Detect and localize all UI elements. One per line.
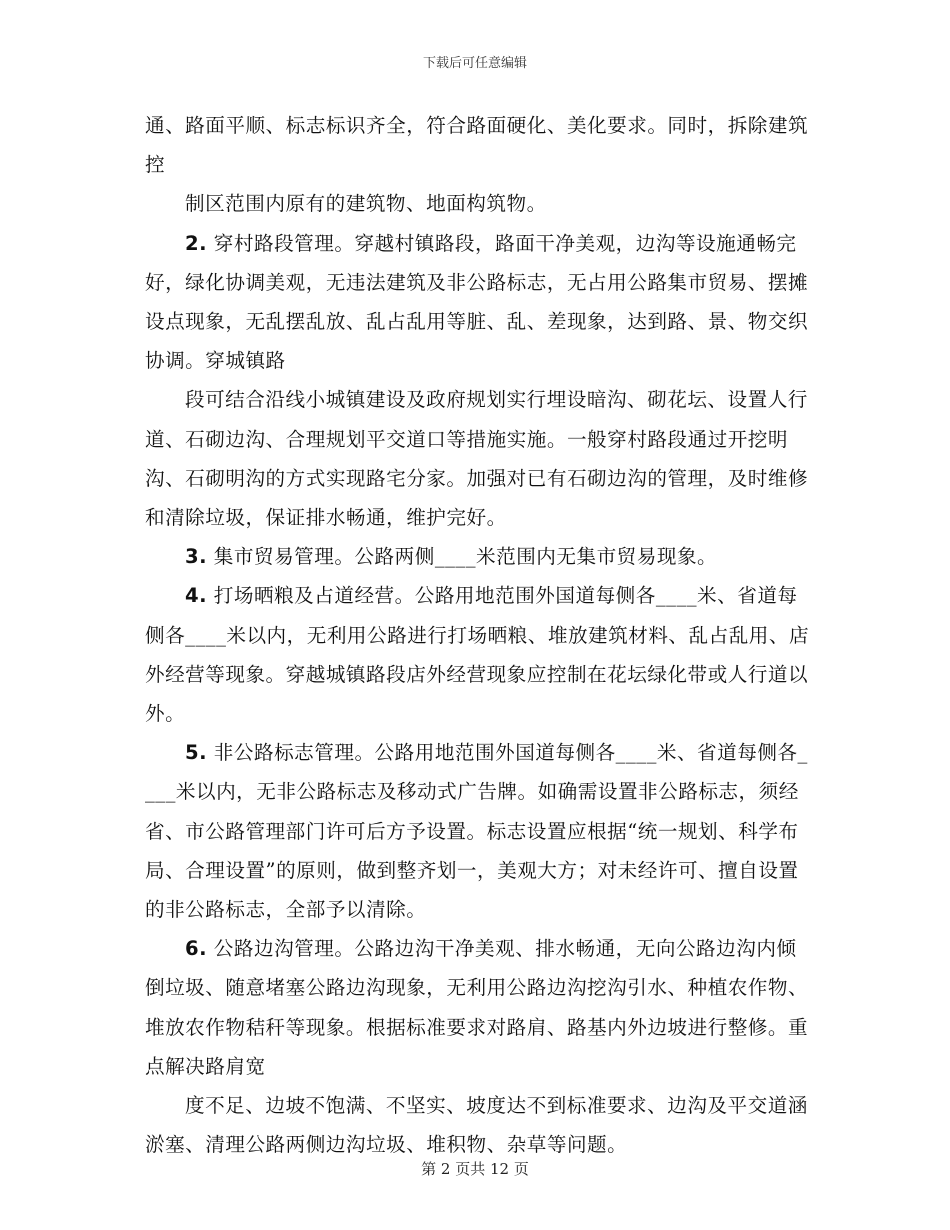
item-number: 5. [185, 741, 208, 765]
paragraph-text: 穿村路段管理。穿越村镇路段，路面干净美观，边沟等设施通畅完好，绿化协调美观，无违法建筑及非公路标志，无占用公路集市贸易、摆摊设点现象，无乱摆乱放、乱占乱用等脏、乱、差现象，达到路、景、物交织协调。穿城镇路 [145, 231, 809, 373]
paragraph-text: 段可结合沿线小城镇建设及政府规划实行埋设暗沟、砌花坛、设置人行道、石砌边沟、合理规划平交道口等措施实施。一般穿村路段通过开挖明沟、石砌明沟的方式实现路宅分家。加强对已有石砌边沟的管理，及时维修和清除垃圾，保证排水畅通，维护完好。 [145, 388, 809, 530]
paragraph [145, 929, 810, 1086]
paragraph [145, 1086, 810, 1164]
item-number: 4. [185, 584, 208, 608]
paragraph-text: 度不足、边坡不饱满、不坚实、坡度达不到标准要求、边沟及平交道涵淤塞、清理公路两侧边沟垃圾、堆积物、杂草等问题。 [145, 1094, 808, 1157]
paragraph [145, 576, 810, 733]
item-number: 3. [185, 545, 208, 569]
paragraph-text: 公路边沟管理。公路边沟干净美观、排水畅通，无向公路边沟内倾倒垃圾、随意堵塞公路边沟现象，无利用公路边沟挖沟引水、种植农作物、堆放农作物秸秆等现象。根据标准要求对路肩、路基内外边坡进行整修。重点解决路肩宽 [145, 937, 809, 1078]
paragraph-text: 非公路标志管理。公路用地范围外国道每侧各____米、省道每侧各____米以内，无非公路标志及移动式广告牌。如确需设置非公路标志，须经省、市公路管理部门许可后方予设置。标志设置应根据“统一规划、科学布局、合理设置”的原则，做到整齐划一，美观大方；对未经许可、擅自设置的非公路标志，全部予以清除。 [145, 741, 808, 922]
item-number: 2. [185, 231, 208, 255]
paragraph-text: 集市贸易管理。公路两侧____米范围内无集市贸易现象。 [207, 545, 718, 569]
document-body [145, 106, 810, 1164]
paragraph [145, 184, 810, 223]
page-footer: 第 2 页共 12 页 [421, 1160, 529, 1178]
paragraph [145, 537, 810, 576]
page-header: 下载后可任意编辑 [422, 56, 527, 71]
paragraph [145, 380, 810, 537]
paragraph [145, 224, 810, 381]
paragraph-text: 通、路面平顺、标志标识齐全，符合路面硬化、美化要求。同时，拆除建筑控 [145, 114, 809, 177]
item-number: 6. [185, 937, 208, 961]
paragraph [145, 733, 810, 929]
paragraph [145, 106, 810, 184]
paragraph-text: 制区范围内原有的建筑物、地面构筑物。 [185, 192, 547, 216]
paragraph-text: 打场晒粮及占道经营。公路用地范围外国道每侧各____米、省道每侧各____米以内，无利用公路进行打场晒粮、堆放建筑材料、乱占乱用、店外经营等现象。穿越城镇路段店外经营现象应控制在花坛绿化带或人行道以外。 [145, 584, 810, 726]
